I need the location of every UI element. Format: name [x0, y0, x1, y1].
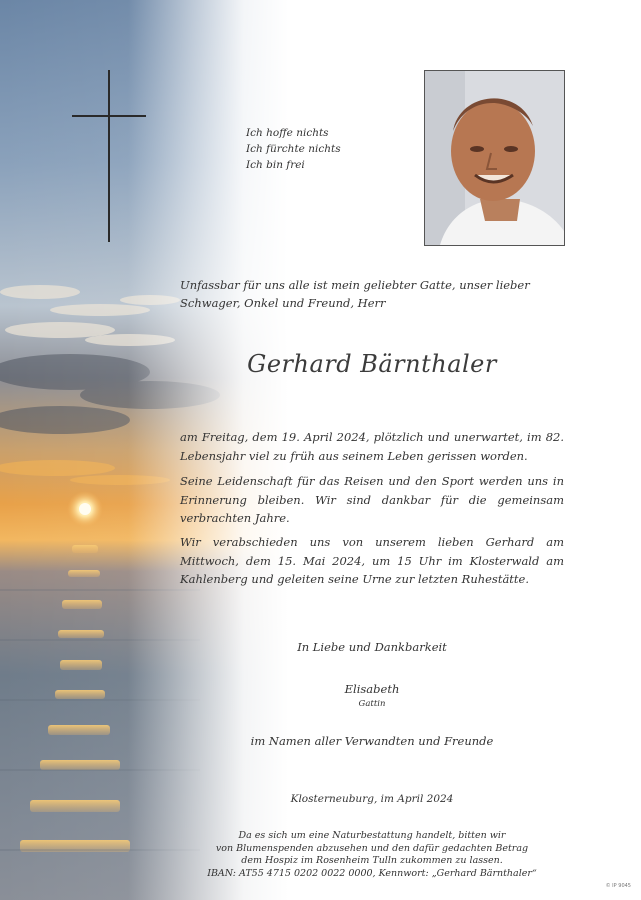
deceased-name: Gerhard Bärnthaler — [247, 350, 497, 378]
notice-line: Da es sich um eine Naturbestattung handelt, bitten wir — [238, 830, 506, 841]
notice-line: von Blumenspenden abzusehen und den dafür gedachten Betrag — [215, 842, 529, 854]
print-reference: © IP 9045 — [605, 883, 631, 889]
memory-paragraph: Seine Leidenschaft für das Reisen und den Sport werden uns in Erinnerung bleiben. Wir sind dankbar für die gemeinsam verbrachten Jahre. — [180, 474, 564, 525]
relatives-text: im Namen aller Verwandten und Freunde — [250, 734, 494, 748]
poem-line: Ich bin frei — [246, 159, 305, 171]
mourner-name: Elisabeth — [344, 682, 400, 696]
poem-line: Ich hoffe nichts — [246, 127, 329, 139]
cross-icon-bar — [72, 115, 146, 117]
closing-text: In Liebe und Dankbarkeit — [297, 640, 447, 654]
notice-line: IBAN: AT55 4715 0202 0022 0000, Kennwort: „Gerhard Bärnthaler“ — [207, 867, 537, 879]
death-paragraph: am Freitag, dem 19. April 2024, plötzlich und unerwartet, im 82. Lebensjahr viel zu früh aus seinem Leben gerissen worden. — [180, 430, 564, 463]
intro-text: Unfassbar für uns alle ist mein geliebter Gatte, unser lieber Schwager, Onkel und Freund, Herr — [180, 278, 530, 310]
mourner-relation: Gattin — [358, 699, 386, 709]
farewell-paragraph: Wir verabschieden uns von unserem lieben Gerhard am Mittwoch, dem 15. Mai 2024, um 15 Uhr im Klosterwald am Kahlenberg und geleiten seine Urne zur letzten Ruhestätte. — [180, 535, 564, 586]
portrait-photo — [424, 70, 565, 246]
donation-notice — [180, 830, 564, 880]
place-date: Klosterneuburg, im April 2024 — [290, 793, 454, 805]
cross-icon — [108, 70, 110, 242]
poem — [246, 125, 341, 173]
notice-line: dem Hospiz im Rosenheim Tulln zukommen zu lassen. — [241, 855, 503, 866]
poem-line: Ich fürchte nichts — [246, 143, 341, 155]
